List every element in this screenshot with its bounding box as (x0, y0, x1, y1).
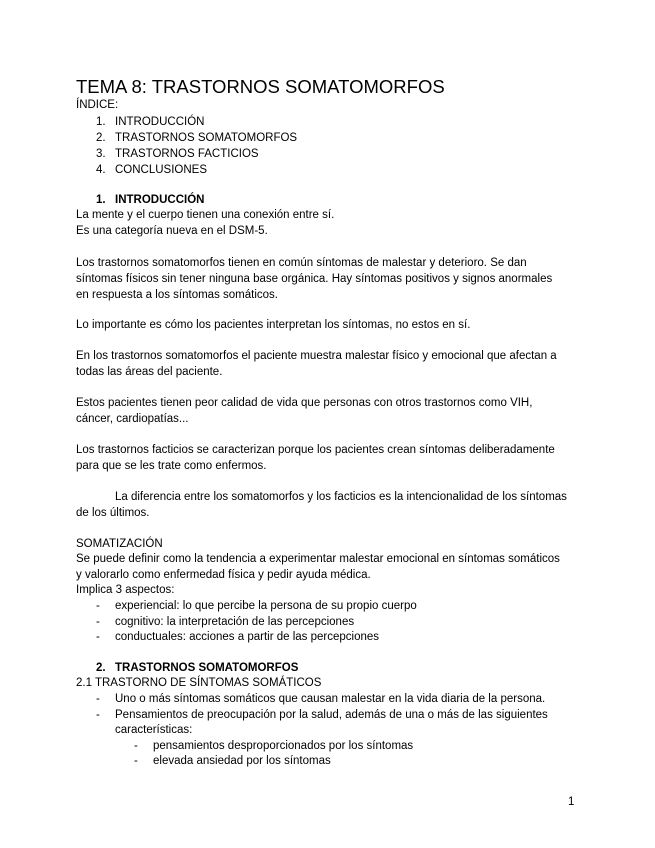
paragraph-line: Estos pacientes tienen peor calidad de vida que personas con otros trastornos como VIH, (76, 397, 533, 409)
index-item: CONCLUSIONES (115, 164, 208, 176)
paragraph-line: La diferencia entre los somatomorfos y los facticios es la intencionalidad de los síntomas (115, 491, 567, 503)
index-item-number: 1. (96, 116, 106, 128)
section-number: 2. (96, 662, 106, 674)
subsection-heading: SOMATIZACIÓN (76, 538, 163, 550)
paragraph-line: síntomas físicos sin tener ninguna base orgánica. Hay síntomas positivos y signos anormales (76, 273, 553, 285)
paragraph-line: Los trastornos facticios se caracterizan porque los pacientes crean síntomas deliberadamente (76, 444, 555, 456)
paragraph-line: cáncer, cardiopatías... (76, 413, 189, 425)
subsection-heading: 2.1 TRASTORNO DE SÍNTOMAS SOMÁTICOS (76, 677, 322, 689)
subbullet-dash: - (134, 755, 138, 767)
paragraph-line: de los últimos. (76, 507, 150, 519)
paragraph-line: Se puede definir como la tendencia a experimentar malestar emocional en síntomas somáticos (76, 553, 560, 565)
bullet-dash: - (96, 600, 100, 612)
paragraph-line: Los trastornos somatomorfos tienen en común síntomas de malestar y deterioro. Se dan (76, 257, 527, 269)
bullet-dash: - (96, 709, 100, 721)
subbullet-item: elevada ansiedad por los síntomas (153, 755, 331, 767)
index-item: TRASTORNOS FACTICIOS (115, 148, 259, 160)
subbullet-dash: - (134, 740, 138, 752)
paragraph-line: La mente y el cuerpo tienen una conexión entre sí. (76, 209, 335, 221)
index-item-number: 4. (96, 164, 106, 176)
bullet-dash: - (96, 693, 100, 705)
index-label: ÍNDICE: (76, 99, 119, 111)
subbullet-item: pensamientos desproporcionados por los síntomas (153, 740, 414, 752)
paragraph-line: Es una categoría nueva en el DSM-5. (76, 225, 268, 237)
index-item-number: 2. (96, 132, 106, 144)
bullet-dash: - (96, 631, 100, 643)
document-title: TEMA 8: TRASTORNOS SOMATOMORFOS (76, 76, 445, 97)
bullet-item: experiencial: lo que percibe la persona de su propio cuerpo (115, 600, 417, 612)
paragraph-line: Lo importante es cómo los pacientes interpretan los síntomas, no estos en sí. (76, 319, 471, 331)
bullet-item: Pensamientos de preocupación por la salud, además de una o más de las siguientes (115, 709, 548, 721)
section-number: 1. (96, 194, 106, 206)
section-heading: INTRODUCCIÓN (115, 194, 205, 206)
page-number: 1 (568, 796, 575, 808)
section-heading: TRASTORNOS SOMATOMORFOS (115, 662, 299, 674)
paragraph-line: y valorarlo como enfermedad física y pedir ayuda médica. (76, 569, 371, 581)
paragraph-line: en respuesta a los síntomas somáticos. (76, 289, 278, 301)
paragraph-line: Implica 3 aspectos: (76, 584, 175, 596)
paragraph-line: para que se les trate como enfermos. (76, 460, 267, 472)
index-item-number: 3. (96, 148, 106, 160)
bullet-item: conductuales: acciones a partir de las percepciones (115, 631, 380, 643)
bullet-dash: - (96, 616, 100, 628)
bullet-item-continuation: características: (115, 724, 193, 736)
paragraph-line: todas las áreas del paciente. (76, 366, 223, 378)
paragraph-line: En los trastornos somatomorfos el paciente muestra malestar físico y emocional que afectan a (76, 350, 557, 362)
index-item: INTRODUCCIÓN (115, 116, 205, 128)
bullet-item: cognitivo: la interpretación de las percepciones (115, 616, 355, 628)
index-item: TRASTORNOS SOMATOMORFOS (115, 132, 298, 144)
bullet-item: Uno o más síntomas somáticos que causan malestar en la vida diaria de la persona. (115, 693, 546, 705)
